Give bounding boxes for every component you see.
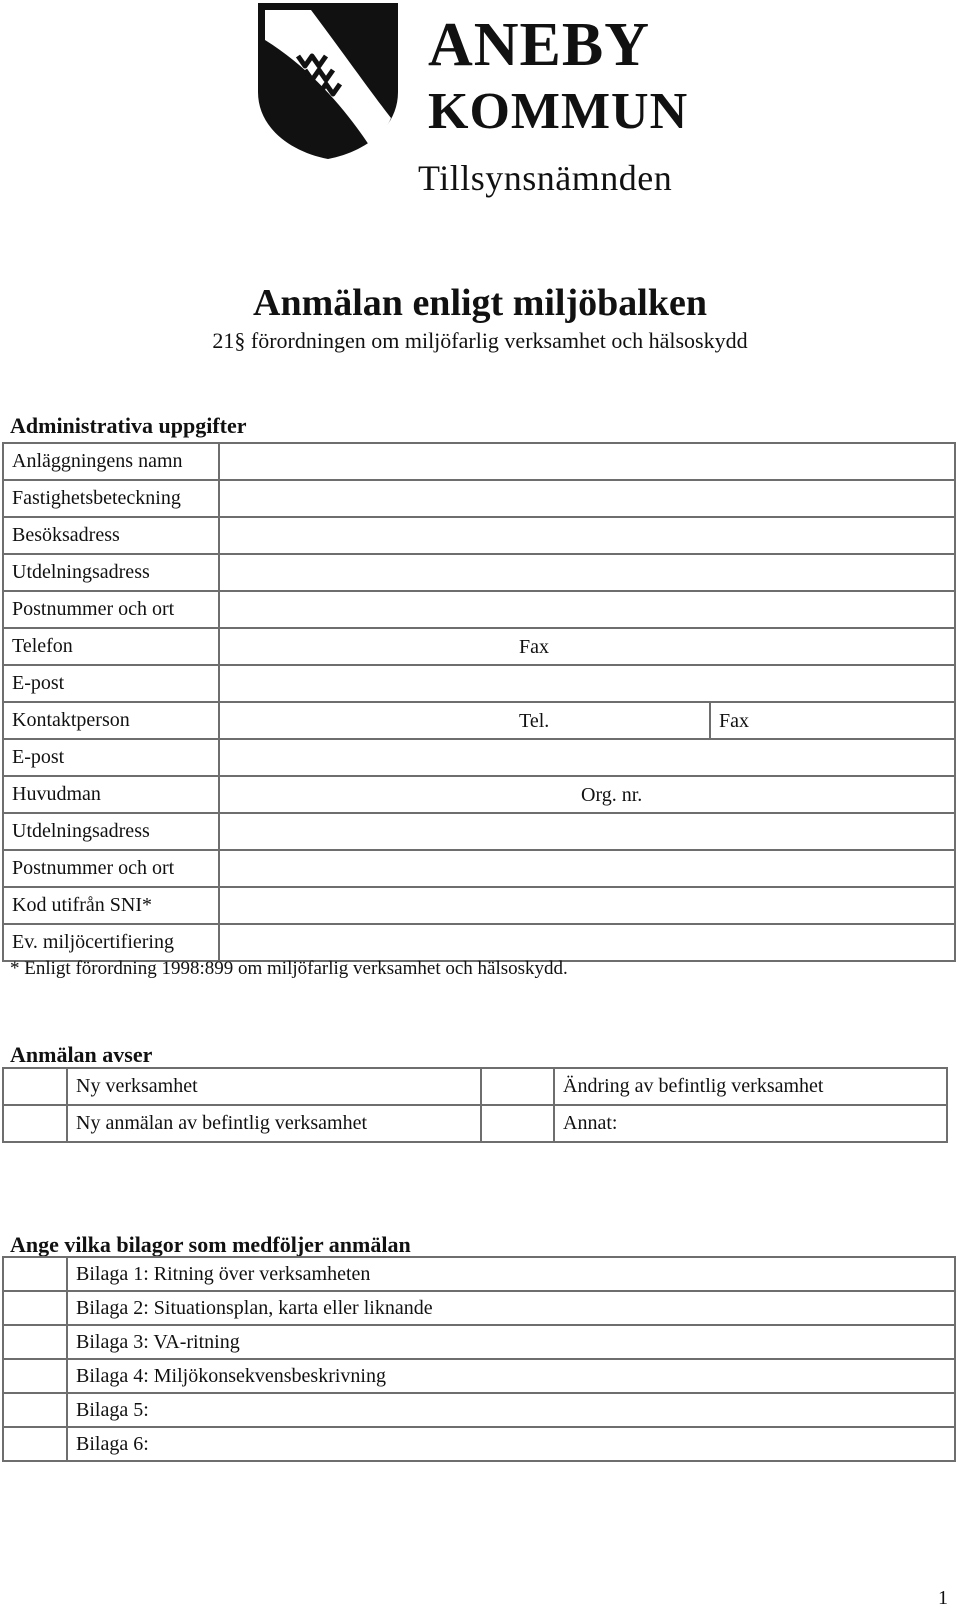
- table-row: [3, 480, 955, 517]
- field-label: Utdelningsadress: [3, 554, 219, 591]
- option-label: Annat:: [554, 1105, 947, 1142]
- sni-code-input[interactable]: [219, 887, 955, 924]
- table-row: [3, 1105, 947, 1142]
- field-label: E-post: [3, 665, 219, 702]
- page-number: 1: [938, 1587, 948, 1609]
- field-label: Fastighetsbeteckning: [3, 480, 219, 517]
- tel-label: Tel.: [519, 710, 550, 732]
- admin-table: [2, 442, 956, 962]
- checkbox-new-business[interactable]: [3, 1068, 67, 1105]
- avser-table: [2, 1067, 948, 1143]
- table-row: [3, 1325, 955, 1359]
- postal-code-city-input[interactable]: [219, 591, 955, 628]
- fax-label: Fax: [519, 636, 549, 658]
- field-label: Huvudman: [3, 776, 219, 813]
- checkbox-change-business[interactable]: [481, 1068, 554, 1105]
- fax-label: Fax: [719, 710, 749, 732]
- phone-fax-cell[interactable]: [219, 628, 955, 665]
- table-row: [3, 739, 955, 776]
- option-label: Ny anmälan av befintlig verksamhet: [67, 1105, 481, 1142]
- table-row: [3, 1393, 955, 1427]
- municipality-name: ANEBY: [428, 11, 651, 79]
- table-row: [3, 628, 955, 665]
- contact-person-cell[interactable]: [219, 702, 955, 739]
- table-row: [3, 887, 955, 924]
- option-label: Ändring av befintlig verksamhet: [554, 1068, 947, 1105]
- bilagor-table: [2, 1256, 956, 1462]
- bilaga-label: Bilaga 6:: [67, 1427, 955, 1461]
- checkbox-bilaga-6[interactable]: [3, 1427, 67, 1461]
- page-subtitle: 21§ förordningen om miljöfarlig verksamhet och hälsoskydd: [212, 328, 748, 353]
- table-row: [3, 1359, 955, 1393]
- page-title: Anmälan enligt miljöbalken: [253, 282, 707, 324]
- bilaga-label: Bilaga 1: Ritning över verksamheten: [67, 1257, 955, 1291]
- field-label: Kod utifrån SNI*: [3, 887, 219, 924]
- principal-mailing-address-input[interactable]: [219, 813, 955, 850]
- table-row: [3, 554, 955, 591]
- principal-cell[interactable]: [219, 776, 955, 813]
- field-label: Kontaktperson: [3, 702, 219, 739]
- checkbox-bilaga-2[interactable]: [3, 1291, 67, 1325]
- property-designation-input[interactable]: [219, 480, 955, 517]
- table-row: [3, 850, 955, 887]
- table-row: [3, 924, 955, 961]
- bilagor-heading: Ange vilka bilagor som medföljer anmälan: [10, 1232, 411, 1257]
- checkbox-new-notification[interactable]: [3, 1105, 67, 1142]
- checkbox-bilaga-1[interactable]: [3, 1257, 67, 1291]
- table-row: [3, 517, 955, 554]
- field-label: Besöksadress: [3, 517, 219, 554]
- table-row: [3, 443, 955, 480]
- municipality-kommun: KOMMUN: [428, 83, 689, 140]
- contact-email-input[interactable]: [219, 739, 955, 776]
- bilaga-label: Bilaga 5:: [67, 1393, 955, 1427]
- table-row: [3, 1068, 947, 1105]
- table-row: [3, 813, 955, 850]
- field-label: Ev. miljöcertifiering: [3, 924, 219, 961]
- field-label: E-post: [3, 739, 219, 776]
- mailing-address-input[interactable]: [219, 554, 955, 591]
- org-nr-label: Org. nr.: [581, 784, 643, 806]
- checkbox-bilaga-3[interactable]: [3, 1325, 67, 1359]
- table-row: [3, 591, 955, 628]
- checkbox-other[interactable]: [481, 1105, 554, 1142]
- avser-heading: Anmälan avser: [10, 1042, 153, 1067]
- department-name: Tillsynsnämnden: [418, 158, 673, 198]
- field-label: Utdelningsadress: [3, 813, 219, 850]
- table-row: [3, 665, 955, 702]
- bilaga-label: Bilaga 4: Miljökonsekvensbeskrivning: [67, 1359, 955, 1393]
- checkbox-bilaga-4[interactable]: [3, 1359, 67, 1393]
- principal-postal-code-input[interactable]: [219, 850, 955, 887]
- field-label: Postnummer och ort: [3, 591, 219, 628]
- facility-name-input[interactable]: [219, 443, 955, 480]
- table-row: [3, 776, 955, 813]
- table-row: [3, 702, 955, 739]
- coat-of-arms-logo: [255, 0, 401, 162]
- email-input[interactable]: [219, 665, 955, 702]
- field-label: Anläggningens namn: [3, 443, 219, 480]
- table-row: [3, 1427, 955, 1461]
- admin-heading: Administrativa uppgifter: [10, 413, 247, 438]
- checkbox-bilaga-5[interactable]: [3, 1393, 67, 1427]
- footnote: * Enligt förordning 1998:899 om miljöfarlig verksamhet och hälsoskydd.: [10, 958, 568, 979]
- bilaga-label: Bilaga 3: VA-ritning: [67, 1325, 955, 1359]
- bilaga-label: Bilaga 2: Situationsplan, karta eller liknande: [67, 1291, 955, 1325]
- field-label: Telefon: [3, 628, 219, 665]
- table-row: [3, 1257, 955, 1291]
- option-label: Ny verksamhet: [67, 1068, 481, 1105]
- visiting-address-input[interactable]: [219, 517, 955, 554]
- field-label: Postnummer och ort: [3, 850, 219, 887]
- environmental-certification-input[interactable]: [219, 924, 955, 961]
- column-divider: [709, 702, 711, 739]
- table-row: [3, 1291, 955, 1325]
